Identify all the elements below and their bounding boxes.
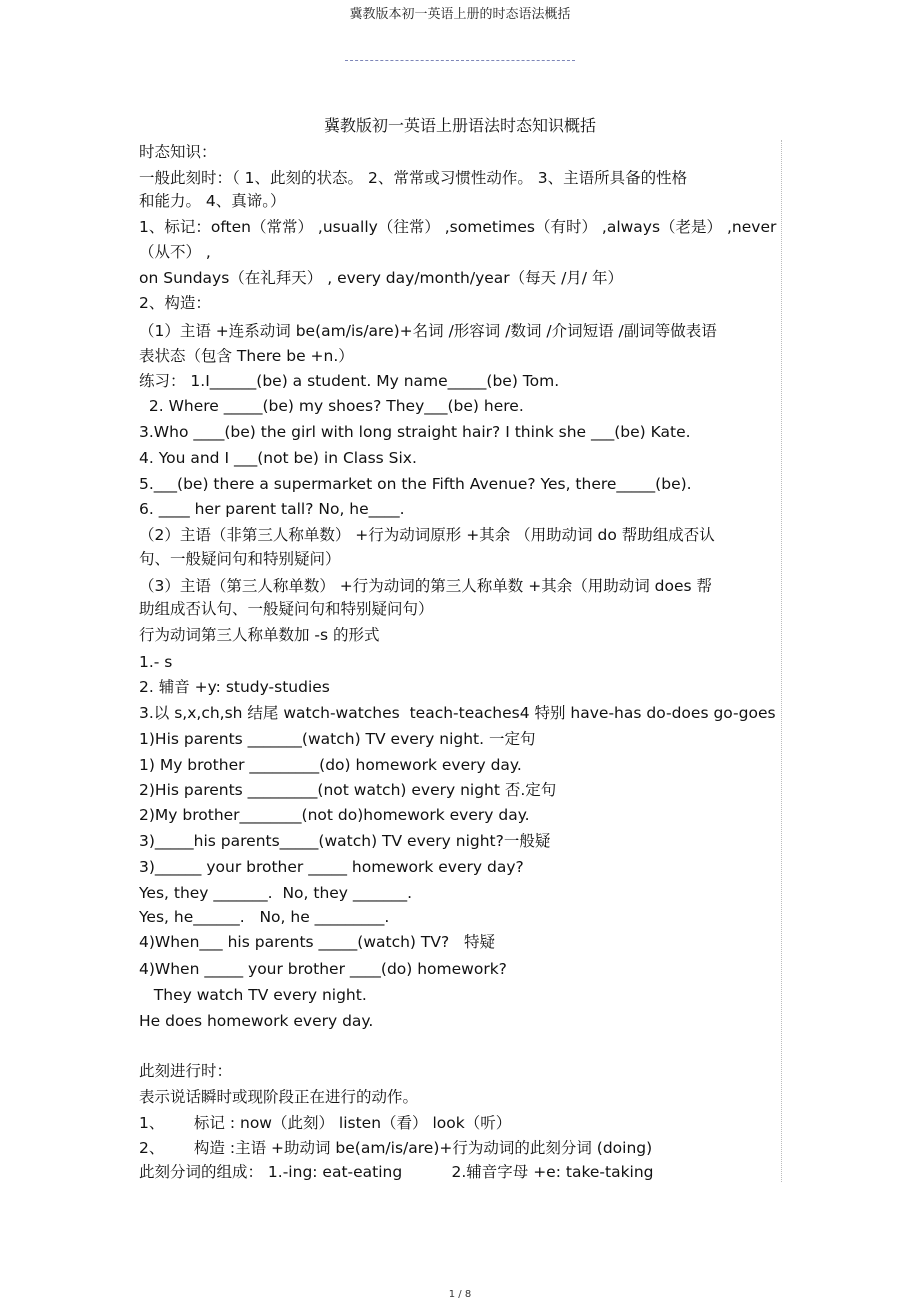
text-line: 2、构造：	[139, 294, 211, 312]
text-line: 练习： 1.I______(be) a student. My name_____(be) Tom.	[139, 372, 560, 390]
text-line: 2. 辅音 +y: study-studies	[139, 678, 330, 696]
text-line: 1) My brother _________(do) homework every day.	[139, 756, 522, 774]
page-number: 1 / 8	[448, 1289, 472, 1300]
margin-line	[781, 140, 782, 1182]
text-line: 时态知识：	[139, 143, 217, 161]
text-line: 表状态（包含 There be +n.）	[139, 347, 354, 365]
text-line: 1.- s	[139, 653, 173, 671]
text-line: 1、标记：often（常常） ,usually（往常） ,sometimes（有时） ,always（老是） ,never	[139, 218, 777, 236]
text-line: （2）主语（非第三人称单数） +行为动词原形 +其余 （用助动词 do 帮助组成否认	[139, 526, 715, 544]
text-line: Yes, they _______. No, they _______.	[139, 884, 413, 902]
section-heading: 此刻进行时：	[139, 1062, 233, 1080]
text-line: 表示说话瞬时或现阶段正在进行的动作。	[139, 1088, 419, 1106]
text-line: 3.以 s,x,ch,sh 结尾 watch-watches teach-teaches4 特别 have-has do-does go-goes	[139, 704, 776, 722]
document-title: 冀教版初一英语上册语法时态知识概括	[323, 116, 596, 135]
text-line: 5.___(be) there a supermarket on the Fifth Avenue? Yes, there_____(be).	[139, 475, 692, 493]
text-line: He does homework every day.	[139, 1012, 374, 1030]
text-line: 行为动词第三人称单数加 -s 的形式	[139, 626, 380, 644]
text-line: 2. Where _____(be) my shoes? They___(be) here.	[139, 397, 524, 415]
text-line: 3)_____his parents_____(watch) TV every night?一般疑	[139, 832, 551, 850]
text-line: on Sundays（在礼拜天） , every day/month/year（每天 /月/ 年）	[139, 269, 623, 287]
text-line: 和能力。 4、真谛。）	[139, 192, 286, 210]
text-line: （3）主语（第三人称单数） +行为动词的第三人称单数 +其余（用助动词 does 帮	[139, 577, 712, 595]
text-line: They watch TV every night.	[139, 986, 367, 1004]
running-header: 冀教版本初一英语上册的时态语法概括	[349, 7, 571, 22]
text-line: 3.Who ____(be) the girl with long straight hair? I think she ___(be) Kate.	[139, 423, 691, 441]
header-divider	[345, 60, 575, 61]
text-line: （从不） ,	[139, 243, 211, 261]
text-line: 4. You and I ___(not be) in Class Six.	[139, 449, 417, 467]
text-line: 1、 标记 : now（此刻） listen（看） look（听）	[139, 1114, 512, 1132]
text-line: 1)His parents _______(watch) TV every night. 一定句	[139, 730, 536, 748]
text-line: 一般此刻时：（ 1、此刻的状态。 2、常常或习惯性动作。 3、主语所具备的性格	[139, 169, 688, 187]
text-line: 4)When___ his parents _____(watch) TV? 特疑	[139, 933, 495, 951]
text-line: Yes, he______. No, he _________.	[139, 908, 390, 926]
text-line: 2)His parents _________(not watch) every night 否.定句	[139, 781, 557, 799]
text-line: 助组成否认句、一般疑问句和特别疑问句）	[139, 600, 434, 618]
text-line: 2、 构造 :主语 +助动词 be(am/is/are)+行为动词的此刻分词 (doing)	[139, 1139, 653, 1157]
text-line: 此刻分词的组成： 1.-ing: eat-eating 2.辅音字母 +e: take-taking	[139, 1163, 654, 1181]
text-line: （1）主语 +连系动词 be(am/is/are)+名词 /形容词 /数词 /介词短语 /副词等做表语	[139, 322, 717, 340]
text-line: 6. ____ her parent tall? No, he____.	[139, 500, 405, 518]
text-line: 4)When _____ your brother ____(do) homework?	[139, 960, 507, 978]
text-line: 2)My brother________(not do)homework every day.	[139, 806, 530, 824]
text-line: 句、一般疑问句和特别疑问）	[139, 550, 341, 568]
text-line: 3)______ your brother _____ homework every day?	[139, 858, 524, 876]
